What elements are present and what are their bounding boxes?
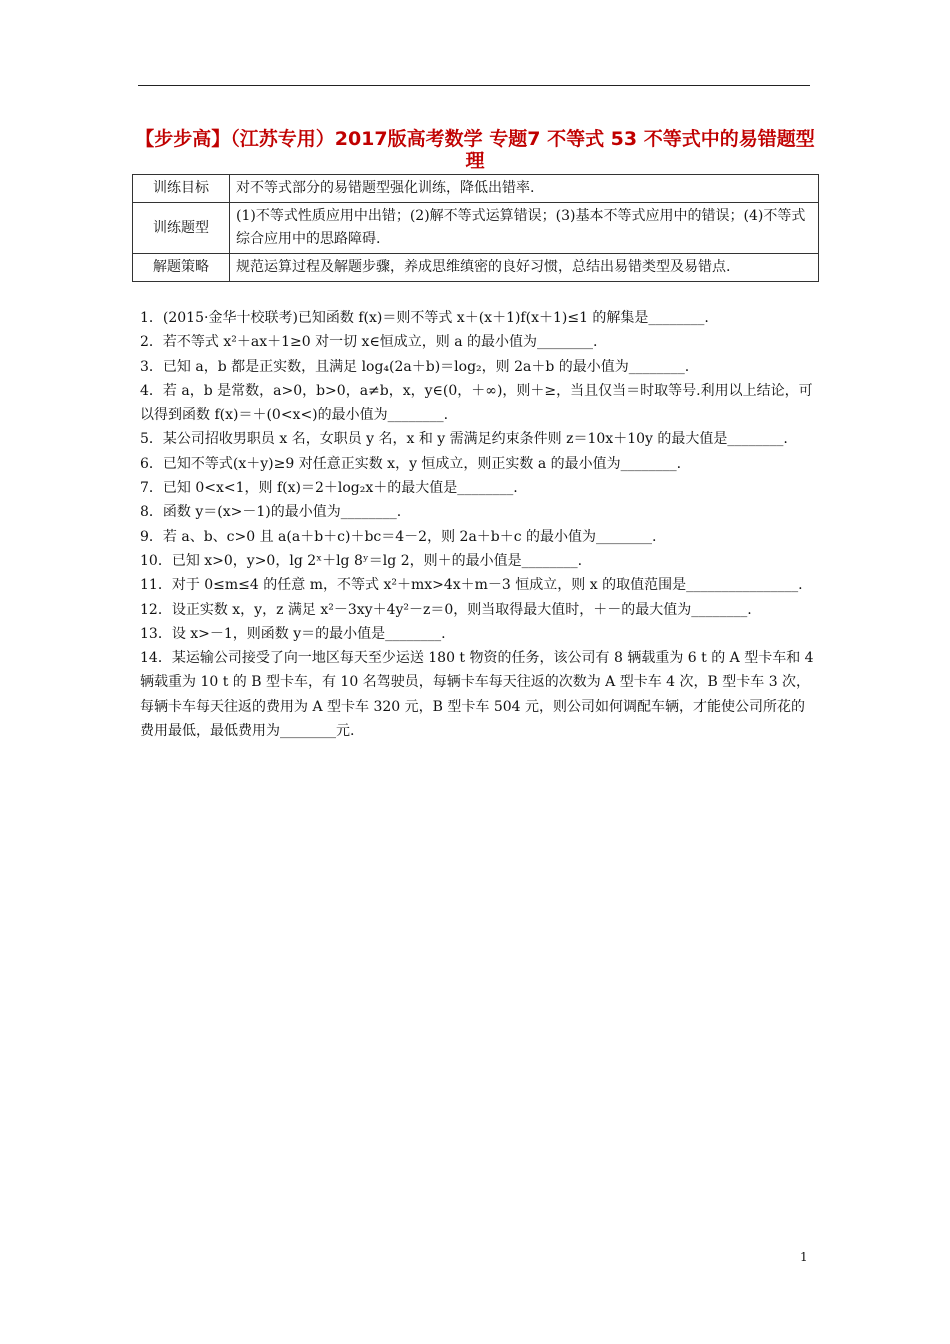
row-text: (1)不等式性质应用中出错；(2)解不等式运算错误；(3)基本不等式应用中的错误；(4)不等式综合应用中的思路障碍. bbox=[230, 203, 819, 254]
question-item: 10．已知 x>0，y>0，lg 2ˣ＋lg 8ʸ＝lg 2，则＋的最小值是________. bbox=[140, 552, 583, 569]
document-title: 【步步高】（江苏专用）2017版高考数学 专题7 不等式 53 不等式中的易错题型 理 bbox=[135, 128, 815, 172]
row-text: 对不等式部分的易错题型强化训练，降低出错率. bbox=[230, 175, 819, 203]
question-item: 8．函数 y＝(x>－1)的最小值为________. bbox=[140, 504, 402, 521]
question-item: 12．设正实数 x，y，z 满足 x²－3xy＋4y²－z＝0，则当取得最大值时，＋－的最大值为________. bbox=[140, 601, 752, 618]
page-number: 1 bbox=[800, 1250, 808, 1264]
table-row bbox=[133, 203, 819, 254]
question-item: 2．若不等式 x²＋ax＋1≥0 对一切 x∈恒成立，则 a 的最小值为________. bbox=[140, 334, 598, 351]
question-item: 5．某公司招收男职员 x 名，女职员 y 名，x 和 y 需满足约束条件则 z＝10x＋10y 的最大值是________. bbox=[140, 431, 788, 448]
table-row bbox=[133, 254, 819, 282]
question-list bbox=[140, 306, 818, 743]
question-item: 14．某运输公司接受了向一地区每天至少运送 180 t 物资的任务，该公司有 8 辆载重为 6 t 的 A 型卡车和 4 辆载重为 10 t 的 B 型卡车，有 10 名驾驶员，每辆卡车每天往返的次数为 A 型卡车 4 次，B 型卡车 3 次，每辆卡车每天往返的费用为 A 型卡车 320 元，B 型卡车 504 元，则公司如何调配车辆，才能使公司所花的费用最低，最低费用为________元. bbox=[140, 650, 814, 740]
question-item: 11．对于 0≤m≤4 的任意 m，不等式 x²＋mx>4x＋m－3 恒成立，则 x 的取值范围是________________. bbox=[140, 577, 803, 594]
row-label: 训练题型 bbox=[133, 203, 230, 254]
row-label: 解题策略 bbox=[133, 254, 230, 282]
header-rule bbox=[138, 85, 810, 86]
question-item: 1．(2015·金华十校联考)已知函数 f(x)＝则不等式 x＋(x＋1)f(x＋1)≤1 的解集是________. bbox=[140, 310, 709, 326]
row-text: 规范运算过程及解题步骤，养成思维缜密的良好习惯，总结出易错类型及易错点. bbox=[230, 254, 819, 282]
question-item: 7．已知 0<x<1，则 f(x)＝2＋log₂x＋的最大值是________. bbox=[140, 480, 518, 497]
training-info-table bbox=[132, 174, 819, 282]
question-item: 3．已知 a，b 都是正实数，且满足 log₄(2a＋b)＝log₂，则 2a＋b 的最小值为________. bbox=[140, 358, 690, 375]
question-item: 13．设 x>－1，则函数 y＝的最小值是________. bbox=[140, 625, 446, 642]
table-row bbox=[133, 175, 819, 203]
question-item: 6．已知不等式(x＋y)≥9 对任意正实数 x，y 恒成立，则正实数 a 的最小值为________. bbox=[140, 455, 682, 472]
row-label: 训练目标 bbox=[133, 175, 230, 203]
question-item: 4．若 a，b 是常数，a>0，b>0，a≠b，x，y∈(0，＋∞)，则＋≥，当且仅当＝时取等号.利用以上结论，可以得到函数 f(x)＝＋(0<x<)的最小值为________. bbox=[140, 382, 813, 424]
question-item: 9．若 a、b、c>0 且 a(a＋b＋c)＋bc＝4－2，则 2a＋b＋c 的最小值为________. bbox=[140, 528, 657, 545]
